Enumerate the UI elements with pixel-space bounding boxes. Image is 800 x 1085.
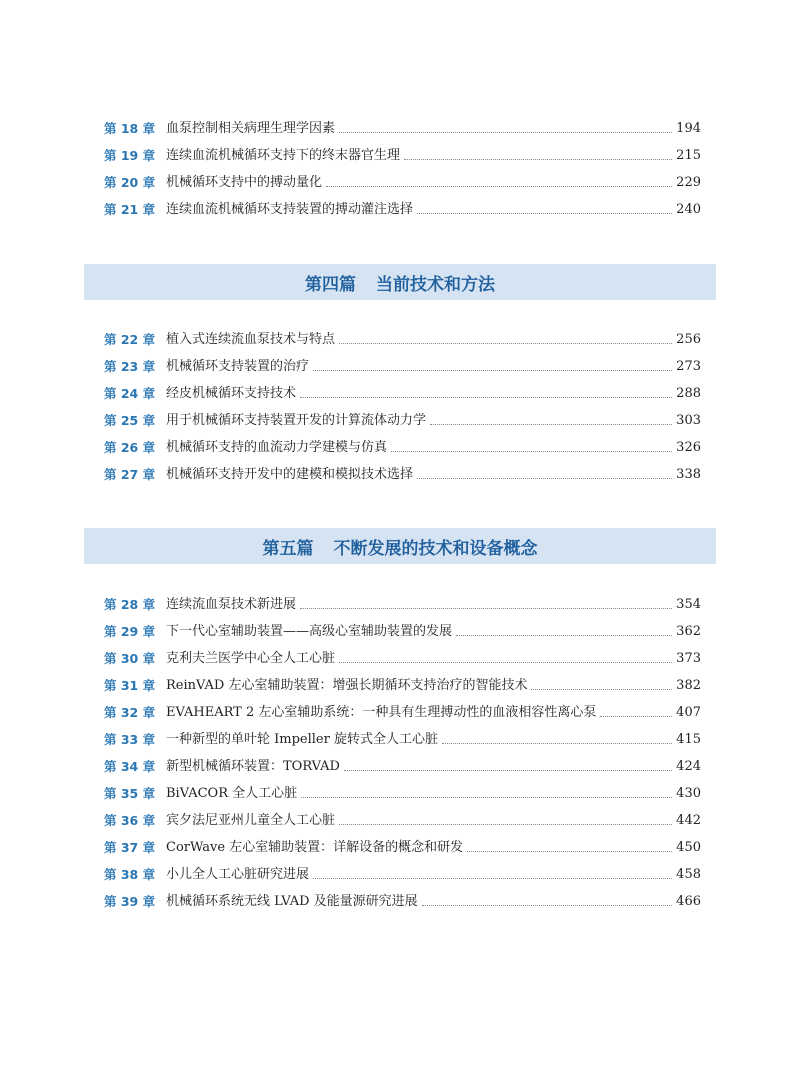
toc-entry[interactable] <box>104 672 701 699</box>
page-number: 450 <box>676 840 701 855</box>
page-number: 407 <box>676 705 701 720</box>
toc-entry[interactable] <box>104 142 701 169</box>
page-number: 288 <box>676 386 701 401</box>
toc-section-continued <box>104 115 701 223</box>
toc-entry[interactable] <box>104 461 701 488</box>
toc-entry[interactable] <box>104 169 701 196</box>
chapter-number: 第 23 章 <box>104 359 156 374</box>
dot-leader <box>422 904 672 906</box>
chapter-title: ReinVAD 左心室辅助装置：增强长期循环支持治疗的智能技术 <box>166 678 528 693</box>
toc-entry[interactable] <box>104 434 701 461</box>
toc-entry[interactable] <box>104 726 701 753</box>
page-number: 229 <box>676 175 701 190</box>
chapter-title: 机械循环支持的血流动力学建模与仿真 <box>166 440 388 455</box>
page-number: 382 <box>676 678 701 693</box>
chapter-number: 第 20 章 <box>104 175 156 190</box>
page-number: 273 <box>676 359 701 374</box>
chapter-title: 新型机械循环装置：TORVAD <box>166 759 340 774</box>
page-number: 303 <box>676 413 701 428</box>
chapter-title: 经皮机械循环支持技术 <box>166 386 297 401</box>
toc-entry[interactable] <box>104 380 701 407</box>
toc-entry[interactable] <box>104 645 701 672</box>
toc-entry[interactable] <box>104 326 701 353</box>
toc-entry[interactable] <box>104 834 701 861</box>
dot-leader <box>339 823 672 825</box>
chapter-number: 第 28 章 <box>104 597 156 612</box>
page-number: 215 <box>676 148 701 163</box>
page-number: 256 <box>676 332 701 347</box>
toc-part-5 <box>104 591 701 915</box>
toc-entry[interactable] <box>104 888 701 915</box>
toc-entry[interactable] <box>104 807 701 834</box>
chapter-title: 植入式连续流血泵技术与特点 <box>166 332 336 347</box>
page-number: 354 <box>676 597 701 612</box>
toc-entry[interactable] <box>104 753 701 780</box>
chapter-title: 机械循环支持装置的治疗 <box>166 359 310 374</box>
dot-leader <box>442 742 672 744</box>
toc-entry[interactable] <box>104 591 701 618</box>
chapter-title: 宾夕法尼亚州儿童全人工心脏 <box>166 813 336 828</box>
part-number: 第四篇 <box>305 274 356 295</box>
chapter-number: 第 37 章 <box>104 840 156 855</box>
page-number: 430 <box>676 786 701 801</box>
part-title: 不断发展的技术和设备概念 <box>333 538 538 559</box>
dot-leader <box>467 850 672 852</box>
chapter-number: 第 29 章 <box>104 624 156 639</box>
dot-leader <box>456 634 672 636</box>
chapter-number: 第 21 章 <box>104 202 156 217</box>
chapter-number: 第 26 章 <box>104 440 156 455</box>
chapter-title: 连续血流机械循环支持下的终末器官生理 <box>166 148 401 163</box>
chapter-title: 克利夫兰医学中心全人工心脏 <box>166 651 336 666</box>
page-number: 326 <box>676 440 701 455</box>
dot-leader <box>339 342 672 344</box>
chapter-number: 第 25 章 <box>104 413 156 428</box>
chapter-number: 第 38 章 <box>104 867 156 882</box>
toc-part-4 <box>104 326 701 488</box>
dot-leader <box>344 769 672 771</box>
toc-entry[interactable] <box>104 115 701 142</box>
part-number: 第五篇 <box>262 538 314 559</box>
toc-entry[interactable] <box>104 196 701 223</box>
chapter-title: 下一代心室辅助装置——高级心室辅助装置的发展 <box>166 624 453 639</box>
dot-leader <box>339 131 672 133</box>
chapter-number: 第 34 章 <box>104 759 156 774</box>
page-number: 424 <box>676 759 701 774</box>
chapter-title: 血泵控制相关病理生理学因素 <box>166 121 336 136</box>
chapter-number: 第 24 章 <box>104 386 156 401</box>
chapter-title: CorWave 左心室辅助装置：详解设备的概念和研发 <box>166 840 464 855</box>
dot-leader <box>404 158 672 160</box>
chapter-title: 小儿全人工心脏研究进展 <box>166 867 310 882</box>
chapter-title: 连续血流机械循环支持装置的搏动灌注选择 <box>166 202 414 217</box>
page-number: 194 <box>676 121 701 136</box>
dot-leader <box>430 423 672 425</box>
chapter-title: 机械循环系统无线 LVAD 及能量源研究进展 <box>166 894 418 909</box>
chapter-number: 第 18 章 <box>104 121 156 136</box>
dot-leader <box>417 212 672 214</box>
dot-leader <box>300 396 672 398</box>
chapter-number: 第 30 章 <box>104 651 156 666</box>
chapter-title: 机械循环支持中的搏动量化 <box>166 175 323 190</box>
page-number: 415 <box>676 732 701 747</box>
dot-leader <box>339 661 672 663</box>
part-4-heading <box>84 264 716 300</box>
chapter-number: 第 19 章 <box>104 148 156 163</box>
chapter-title: 机械循环支持开发中的建模和模拟技术选择 <box>166 467 414 482</box>
chapter-title: BiVACOR 全人工心脏 <box>166 786 298 801</box>
chapter-number: 第 35 章 <box>104 786 156 801</box>
toc-entry[interactable] <box>104 861 701 888</box>
chapter-title: 连续流血泵技术新进展 <box>166 597 297 612</box>
chapter-number: 第 31 章 <box>104 678 156 693</box>
toc-entry[interactable] <box>104 353 701 380</box>
part-title: 当前技术和方法 <box>376 274 495 295</box>
dot-leader <box>313 369 672 371</box>
toc-entry[interactable] <box>104 699 701 726</box>
page-number: 373 <box>676 651 701 666</box>
chapter-number: 第 39 章 <box>104 894 156 909</box>
chapter-number: 第 32 章 <box>104 705 156 720</box>
chapter-number: 第 33 章 <box>104 732 156 747</box>
dot-leader <box>417 477 672 479</box>
page-number: 338 <box>676 467 701 482</box>
chapter-title: EVAHEART 2 左心室辅助系统：一种具有生理搏动性的血液相容性离心泵 <box>166 705 597 720</box>
dot-leader <box>300 607 672 609</box>
dot-leader <box>531 688 672 690</box>
page-number: 240 <box>676 202 701 217</box>
chapter-number: 第 36 章 <box>104 813 156 828</box>
dot-leader <box>301 796 672 798</box>
dot-leader <box>313 877 672 879</box>
chapter-title: 用于机械循环支持装置开发的计算流体动力学 <box>166 413 427 428</box>
toc-entry[interactable] <box>104 780 701 807</box>
page-number: 458 <box>676 867 701 882</box>
page-number: 362 <box>676 624 701 639</box>
page-number: 442 <box>676 813 701 828</box>
dot-leader <box>600 715 672 717</box>
page-number: 466 <box>676 894 701 909</box>
chapter-number: 第 27 章 <box>104 467 156 482</box>
dot-leader <box>391 450 672 452</box>
toc-entry[interactable] <box>104 407 701 434</box>
chapter-title: 一种新型的单叶轮 Impeller 旋转式全人工心脏 <box>166 732 438 747</box>
dot-leader <box>326 185 672 187</box>
chapter-number: 第 22 章 <box>104 332 156 347</box>
toc-entry[interactable] <box>104 618 701 645</box>
part-5-heading <box>84 528 716 564</box>
